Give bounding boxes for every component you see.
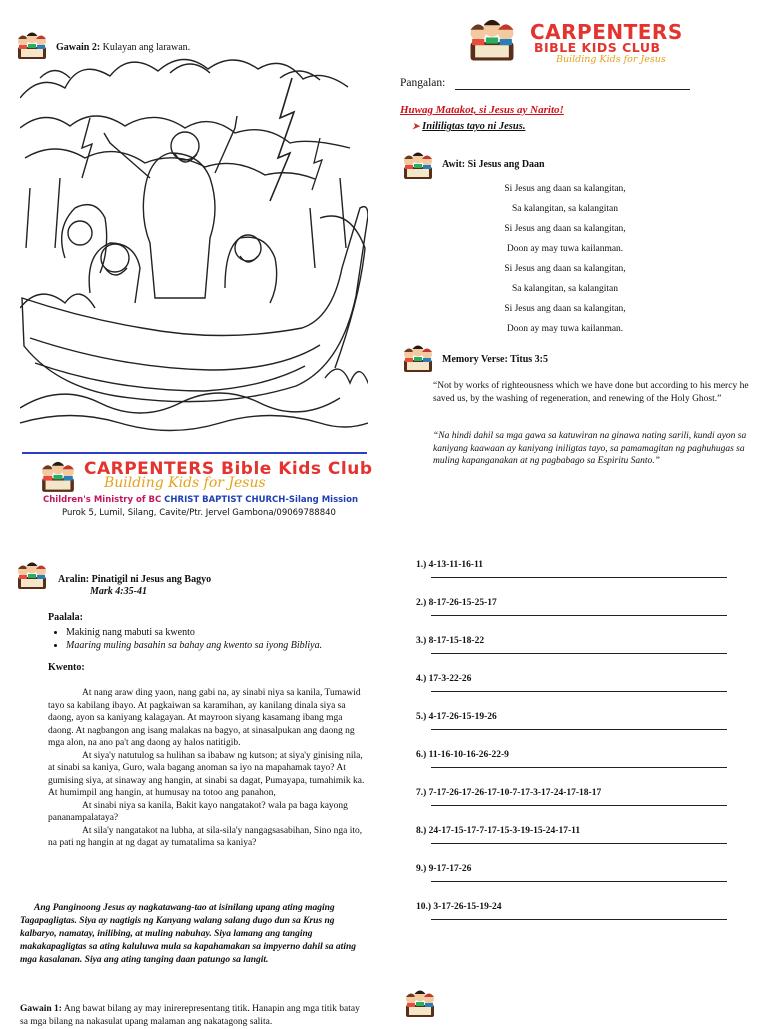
- puzzle-item: [416, 560, 746, 598]
- club-address: Purok 5, Lumil, Silang, Cavite/Ptr. Jervel Gambona/09069788840: [62, 508, 336, 518]
- storm-boat-coloring-image: [20, 58, 368, 438]
- puzzle-item: [416, 902, 746, 940]
- answer-field[interactable]: [431, 842, 727, 844]
- kids-reading-icon: [402, 988, 438, 1018]
- gawain2-text: Kulayan ang larawan.: [102, 42, 191, 53]
- lesson-heading: Aralin: Pinatigil ni Jesus ang Bagyo: [58, 574, 212, 585]
- puzzle-item: [416, 750, 746, 788]
- song-line: Sa kalangitan, sa kalangitan: [511, 204, 619, 214]
- puzzle-item: [416, 864, 746, 902]
- gawain2-label: Gawain 2:: [56, 42, 101, 53]
- answer-field[interactable]: [431, 918, 727, 920]
- club-logo-icon: [36, 459, 80, 493]
- song-line: Si Jesus ang daan sa kalangitan,: [504, 304, 626, 314]
- club-logo-icon: [463, 16, 521, 62]
- puzzle-item: [416, 598, 746, 636]
- puzzle-code: 6.) 11-16-10-16-26-22-9: [416, 750, 509, 760]
- answer-field[interactable]: [431, 880, 727, 882]
- story-paragraph: At nang araw ding yaon, nang gabi na, ay sinabi niya sa kanila, Tumawid tayo sa kabilang ibayo. At pagkaiwan sa karamihan, ay kanilang dinala siya sa daong, ayon sa kaniyang kalagayan. At mayroon siyang kasamang ibang mga daong. At nagbangon ang isang malakas na bagyo, at sinasalpukan ang daong ng mga alon, na ano pa't ang daong ay halos natitigib.: [48, 688, 361, 748]
- gawain1-instruction: [20, 1003, 368, 1029]
- song-line: Si Jesus ang daan sa kalangitan,: [504, 224, 626, 234]
- puzzle-code: 4.) 17-3-22-26: [416, 674, 472, 684]
- club-title: CARPENTERS Bible Kids Club: [84, 459, 373, 479]
- puzzle-item: [416, 674, 746, 712]
- answer-field[interactable]: [431, 728, 727, 730]
- paalala-list: [26, 626, 416, 652]
- theme-subtitle-row: [412, 121, 525, 132]
- pangalan-label: Pangalan:: [400, 77, 446, 89]
- puzzle-code: 2.) 8-17-26-15-25-17: [416, 598, 497, 608]
- theme-title: Huwag Matakot, si Jesus ay Narito!: [400, 104, 564, 116]
- ministry-prefix: Children's Ministry of BC: [43, 495, 162, 505]
- song-lyrics: [440, 179, 690, 339]
- lesson-reference: Mark 4:35-41: [90, 586, 147, 597]
- paalala-label: Paalala:: [48, 612, 83, 623]
- song-line: Si Jesus ang daan sa kalangitan,: [504, 184, 626, 194]
- ministry-line: [43, 495, 358, 505]
- puzzle-item: [416, 636, 746, 674]
- puzzle-item: [416, 826, 746, 864]
- song-line: Si Jesus ang daan sa kalangitan,: [504, 264, 626, 274]
- story-paragraph: At sinabi niya sa kanila, Bakit kayo nangatakot? wala pa baga kayong pananampalataya?: [48, 800, 348, 823]
- song-heading: Awit: Si Jesus ang Daan: [442, 159, 545, 170]
- puzzle-code: 9.) 9-17-17-26: [416, 864, 472, 874]
- answer-field[interactable]: [431, 652, 727, 654]
- theme-subtitle: Inililigtas tayo ni Jesus.: [422, 121, 526, 132]
- church-name: CHRIST BAPTIST CHURCH-Silang Mission: [164, 495, 358, 505]
- pangalan-field[interactable]: [455, 89, 690, 90]
- puzzle-code: 1.) 4-13-11-16-11: [416, 560, 484, 570]
- kwento-label: Kwento:: [48, 662, 85, 673]
- song-line: Doon ay may tuwa kailanman.: [506, 324, 624, 334]
- puzzle-item: [416, 712, 746, 750]
- puzzle-code: 8.) 24-17-15-17-7-17-15-3-19-15-24-17-11: [416, 826, 581, 836]
- kids-reading-icon: [14, 560, 50, 590]
- puzzle-list: [416, 560, 746, 940]
- memory-verse-heading: Memory Verse: Titus 3:5: [442, 354, 549, 365]
- kids-reading-icon: [400, 343, 436, 373]
- answer-field[interactable]: [431, 614, 727, 616]
- arrow-bullet-icon: ➤: [412, 121, 420, 131]
- song-line: Sa kalangitan, sa kalangitan: [511, 284, 619, 294]
- puzzle-item: [416, 788, 746, 826]
- gawain1-text: Ang bawat bilang ay may inirerepresentang titik. Hanapin ang mga titik batay sa mga bilang na nakasulat upang malaman ang nakatagong salita.: [20, 1004, 360, 1027]
- kids-reading-icon: [14, 30, 50, 60]
- logo-title: CARPENTERS: [530, 20, 683, 44]
- story-paragraph: At siya'y natutulog sa hulihan sa ibabaw ng kutson; at siya'y ginising nila, at sinabi sa kaniya, Guro, wala bagang anoman sa iyo na mapahamak tayo? At gumising siya, at sinaway ang hangin, at sinabi sa dagat, Pumayapa, tumahimik ka. At humimpil ang hangin, at humusay na totoo ang panahon,: [48, 750, 365, 798]
- story-text: [48, 687, 370, 850]
- list-item: • Makinig nang mabuti sa kwento: [66, 626, 416, 639]
- banner-divider: [22, 452, 367, 454]
- answer-field[interactable]: [431, 576, 727, 578]
- club-tagline: Building Kids for Jesus: [104, 475, 266, 491]
- answer-field[interactable]: [431, 766, 727, 768]
- story-paragraph: At sila'y nangatakot na lubha, at sila-sila'y nangagsasabihan, Sino nga ito, na pati ng hangin at ng dagat ay tumatalima sa kaniya?: [48, 825, 363, 848]
- answer-field[interactable]: [431, 804, 727, 806]
- gospel-summary: Ang Panginoong Jesus ay nagkatawang-tao at isinilang upang ating maging Tagapagligtas. Siya ay nagtigis ng Kanyang walang salang dugo dun sa Krus ng kalbaryo, namatay, inilibing, at muling nabuhay. Siya lamang ang tanging makakapagligtas sa ating kaluluwa mula sa kapahamakan sa impyerno dahil sa ating mga kasalanan. Siya ang ating tanging daan patungo sa langit.: [20, 903, 356, 965]
- puzzle-code: 10.) 3-17-26-15-19-24: [416, 902, 502, 912]
- memory-verse-tagalog: “Na hindi dahil sa mga gawa sa katuwiran na ginawa nating sarili, kundi ayon sa kaniyang kaawaan ay kaniyang iniligtas tayo, sa pamamagitan ng paghuhugas sa muling kapanganakan at ng pagbabago sa Espiritu Santo.”: [433, 431, 747, 466]
- puzzle-code: 7.) 7-17-26-17-26-17-10-7-17-3-17-24-17-18-17: [416, 788, 602, 798]
- puzzle-code: 3.) 8-17-15-18-22: [416, 636, 485, 646]
- song-line: Doon ay may tuwa kailanman.: [506, 244, 624, 254]
- puzzle-code: 5.) 4-17-26-15-19-26: [416, 712, 497, 722]
- gawain1-label: Gawain 1:: [20, 1004, 62, 1014]
- gawain2-instruction: [56, 41, 190, 54]
- logo-subtitle: BIBLE KIDS CLUB: [534, 40, 661, 55]
- kids-reading-icon: [400, 150, 436, 180]
- list-item: • Maaring muling basahin sa bahay ang kwento sa iyong Bibliya.: [66, 639, 416, 652]
- memory-verse-english: “Not by works of righteousness which we have done but according to his mercy he saved us, by the washing of regeneration, and renewing of the Holy Ghost.”: [433, 381, 749, 404]
- answer-field[interactable]: [431, 690, 727, 692]
- logo-tagline: Building Kids for Jesus: [556, 54, 666, 65]
